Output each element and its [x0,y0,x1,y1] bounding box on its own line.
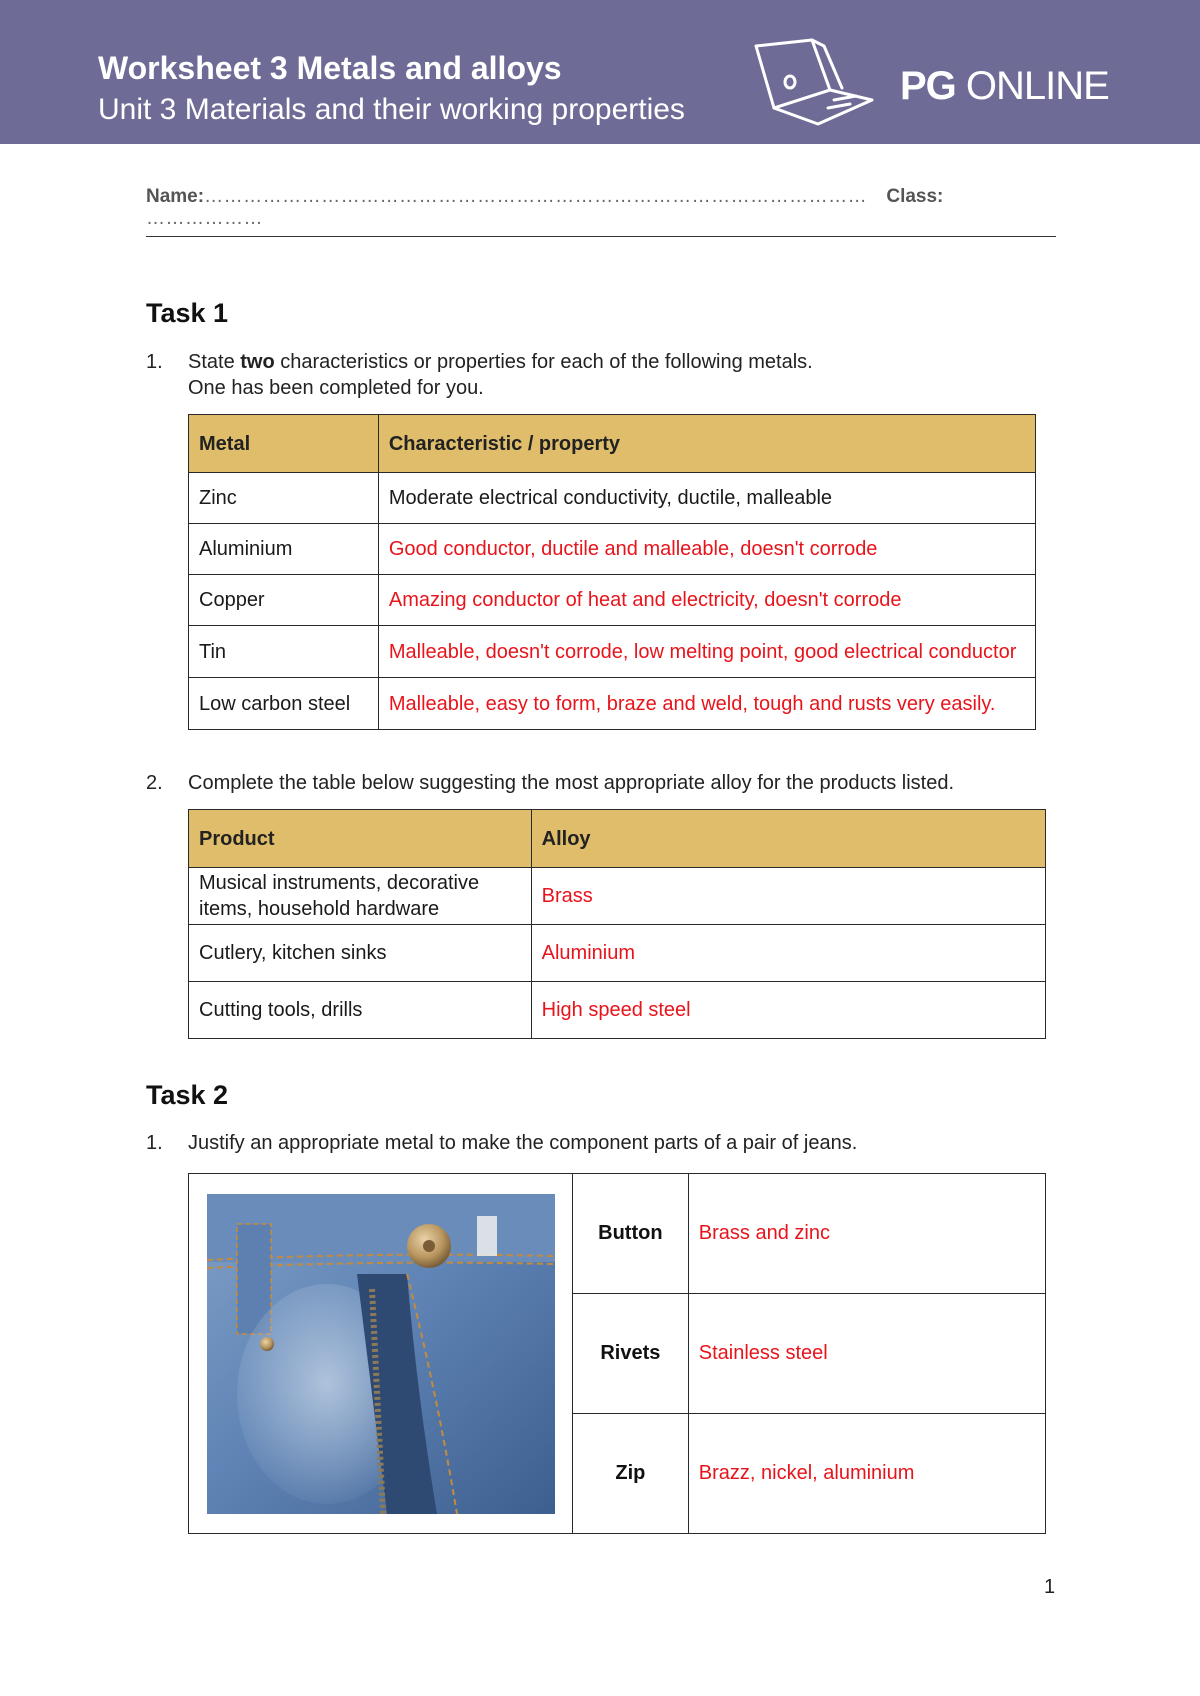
laptop-icon [752,38,902,128]
question-text: Complete the table below suggesting the most appropriate alloy for the products listed. [188,772,954,794]
answer-cell[interactable]: Aluminium [531,925,1045,982]
table-row [189,925,1046,982]
question-number: 2. [146,772,163,794]
part-label: Rivets [572,1294,688,1414]
logo-text-bold: PG [900,64,956,108]
column-header-product: Product [189,810,532,868]
metal-cell: Low carbon steel [189,678,379,730]
class-label: Class: [886,186,944,207]
answer-cell[interactable]: High speed steel [531,982,1045,1039]
jeans-photo [207,1194,555,1514]
task1-question-2 [146,770,1046,796]
answer-cell[interactable]: Malleable, easy to form, braze and weld, tough and rusts very easily. [378,678,1035,730]
column-header-metal: Metal [189,415,379,473]
table-header-row [189,415,1036,473]
name-class-row [146,186,1056,230]
task2-title: Task 2 [146,1080,229,1110]
table-row [189,678,1036,730]
metal-cell: Zinc [189,473,379,524]
question-text-post: characteristics or properties for each of the following metals. [274,351,813,373]
answer-cell[interactable]: Amazing conductor of heat and electricity, doesn't corrode [378,575,1035,626]
metal-properties-table [188,414,1036,730]
page-number: 1 [1044,1576,1056,1598]
task1-title: Task 1 [146,298,229,328]
page-header [0,0,1200,144]
table-row [189,473,1036,524]
divider [146,236,1056,237]
answer-cell[interactable]: Good conductor, ductile and malleable, doesn't corrode [378,524,1035,575]
class-field[interactable]: ……………… [146,208,263,229]
answer-cell[interactable]: Stainless steel [688,1294,1045,1414]
jeans-photo-cell [189,1174,573,1534]
part-label: Button [572,1174,688,1294]
logo-text: ONLINE [955,64,1109,108]
pg-online-logo [752,38,1112,128]
worksheet-title: Worksheet 3 Metals and alloys [98,50,562,86]
metal-cell: Tin [189,626,379,678]
table-row [189,982,1046,1039]
part-label: Zip [572,1414,688,1534]
answer-cell[interactable]: Brazz, nickel, aluminium [688,1414,1045,1534]
task1-question-1 [146,349,1046,401]
question-number: 1. [146,351,163,373]
table-header-row [189,810,1046,868]
table-row [189,575,1036,626]
table-row [189,868,1046,925]
property-cell: Moderate electrical conductivity, ductile, malleable [378,473,1035,524]
product-cell: Cutlery, kitchen sinks [189,925,532,982]
question-text-line2: One has been completed for you. [188,377,484,399]
name-field[interactable]: ………………………………………………………………………………………… [204,186,868,207]
table-row [189,524,1036,575]
table-row [189,1174,1046,1294]
question-text: Justify an appropriate metal to make the component parts of a pair of jeans. [188,1132,858,1154]
product-cell: Musical instruments, decorative items, household hardware [189,868,532,925]
question-text-bold: two [240,351,275,373]
task2-question-1 [146,1130,1046,1156]
table-row [189,626,1036,678]
metal-cell: Aluminium [189,524,379,575]
answer-cell[interactable]: Brass and zinc [688,1174,1045,1294]
column-header-property: Characteristic / property [378,415,1035,473]
answer-cell[interactable]: Malleable, doesn't corrode, low melting point, good electrical conductor [378,626,1035,678]
column-header-alloy: Alloy [531,810,1045,868]
unit-subtitle: Unit 3 Materials and their working properties [98,93,685,126]
product-cell: Cutting tools, drills [189,982,532,1039]
product-alloy-table [188,809,1046,1039]
question-text-pre: State [188,351,241,373]
answer-cell[interactable]: Brass [531,868,1045,925]
metal-cell: Copper [189,575,379,626]
jeans-components-table [188,1173,1046,1534]
name-label: Name: [146,186,205,207]
question-number: 1. [146,1132,163,1154]
